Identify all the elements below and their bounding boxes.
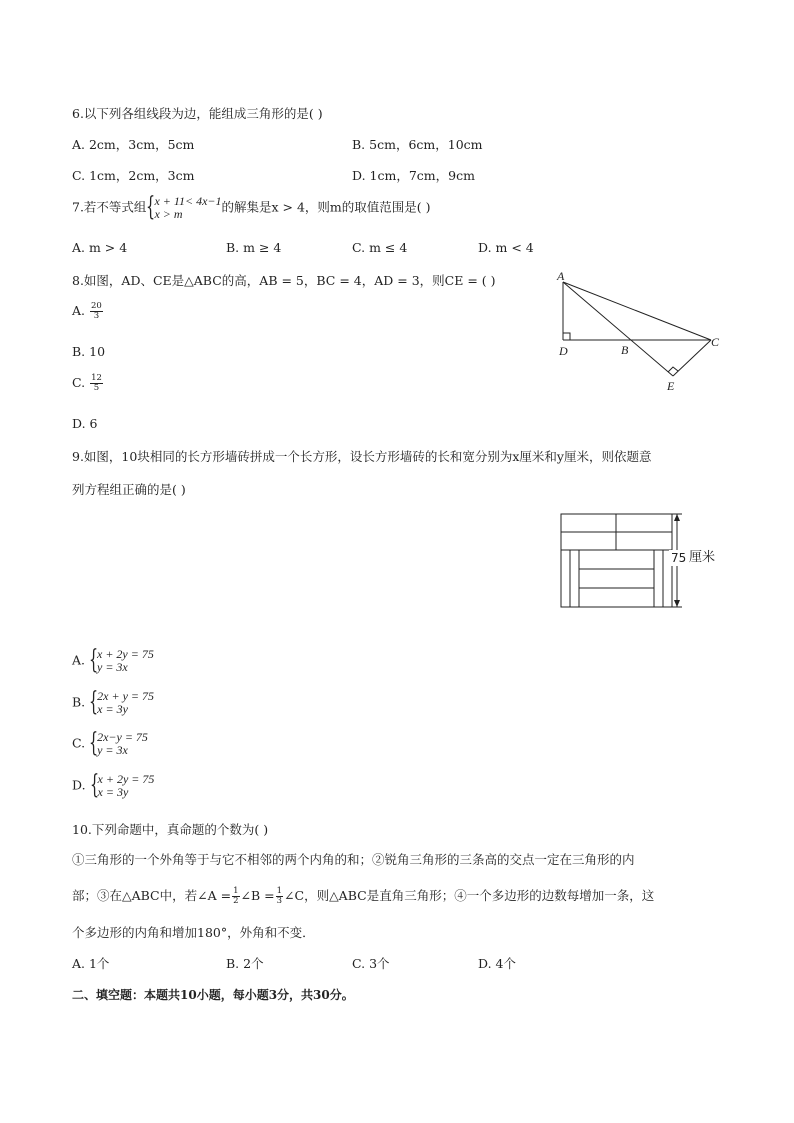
q10-option-b: B. 2个 xyxy=(226,956,264,971)
q9-option-c: C. { 2x−y = 75 y = 3x xyxy=(72,728,148,758)
q7-option-a: A. m > 4 xyxy=(72,240,128,255)
q7-sys-line2: x > m xyxy=(154,207,183,221)
q7-option-c: C. m ≤ 4 xyxy=(352,240,408,255)
q9-dimension-unit: 厘米 xyxy=(689,550,716,565)
q8-label-b: B xyxy=(621,343,629,357)
q8-triangle-figure xyxy=(545,262,735,400)
q9-stem-line2: 列方程组正确的是( ) xyxy=(72,482,186,497)
q8-stem: 8.如图，AD、CE是△ABC的高，AB = 5，BC = 4，AD = 3，则CE = ( ) xyxy=(72,273,496,288)
q8-option-c-fraction: $\frac{12}{5}$ xyxy=(91,373,102,393)
q7-suffix: 的解集是x > 4，则m的取值范围是( ) xyxy=(221,199,431,215)
q6-option-c: C. 1cm，2cm，3cm xyxy=(72,168,195,183)
q9-brick-figure xyxy=(555,508,735,612)
section-2-heading: 二、填空题：本题共10小题，每小题3分，共30分。 xyxy=(72,988,354,1002)
q8-option-a: A. $\frac{20}{3}$ xyxy=(72,301,102,321)
q10-fraction-half: $\frac{1}{2}$ xyxy=(233,886,239,906)
q7-sys-line1: x + 11< 4x−1 xyxy=(154,194,222,208)
q6-stem: 6.以下列各组线段为边，能组成三角形的是( ) xyxy=(72,106,323,121)
q8-option-d: D. 6 xyxy=(72,416,98,431)
q8-line-ae xyxy=(563,282,673,376)
q9-option-d: D. { x + 2y = 75 x = 3y xyxy=(72,770,155,800)
q8-right-angle-d xyxy=(563,333,570,340)
q8-label-c: C xyxy=(711,335,720,349)
q10-line2: 部；③在△ABC中，若∠A = $\frac{1}{2}$ ∠B = $\frac{1}{3}$ ∠C，则△ABC是直角三角形；④一个多边形的边数每增加一条，这 xyxy=(72,886,655,906)
q9-arrow-up xyxy=(674,514,680,521)
q7-option-b: B. m ≥ 4 xyxy=(226,240,282,255)
q8-label-e: E xyxy=(667,379,675,393)
q9-option-b: B. { 2x + y = 75 x = 3y xyxy=(72,687,155,717)
q9-arrow-down xyxy=(674,600,680,607)
q8-line-ec xyxy=(673,340,711,376)
q10-stem: 10.下列命题中，真命题的个数为( ) xyxy=(72,822,269,837)
q10-option-d: D. 4个 xyxy=(478,956,516,971)
q9-stem-line1: 9.如图，10块相同的长方形墙砖拼成一个长方形，设长方形墙砖的长和宽分别为x厘米和y厘米，则依题意 xyxy=(72,449,652,464)
q10-fraction-third: $\frac{1}{3}$ xyxy=(276,886,283,906)
q10-line1: ①三角形的一个外角等于与它不相邻的两个内角的和；②锐角三角形的三条高的交点一定在三角形的内 xyxy=(72,852,635,867)
q8-label-d: D xyxy=(559,344,568,358)
q7-inequality-system: { x + 11< 4x−1 x > m xyxy=(146,192,222,222)
q6-option-d: D. 1cm，7cm，9cm xyxy=(352,168,475,183)
q8-right-angle-e xyxy=(668,367,678,372)
q8-option-c: C. $\frac{12}{5}$ xyxy=(72,373,102,393)
q8-line-ac xyxy=(563,282,711,340)
q6-option-b: B. 5cm，6cm，10cm xyxy=(352,137,483,152)
q6-option-a: A. 2cm，3cm，5cm xyxy=(72,137,195,152)
q9-option-a: A. { x + 2y = 75 y = 3x xyxy=(72,645,154,675)
q9-dimension-value: 75 xyxy=(671,551,687,565)
q10-option-a: A. 1个 xyxy=(72,956,110,971)
q10-option-c: C. 3个 xyxy=(352,956,390,971)
q8-option-a-fraction: $\frac{20}{3}$ xyxy=(91,301,102,321)
q7-option-d: D. m < 4 xyxy=(478,240,534,255)
q8-label-a: A xyxy=(557,269,565,283)
q8-option-b: B. 10 xyxy=(72,344,106,359)
q10-line3: 个多边形的内角和增加180°，外角和不变． xyxy=(72,925,315,940)
q7-prefix: 7.若不等式组 xyxy=(72,199,147,215)
q7-stem xyxy=(72,192,431,222)
